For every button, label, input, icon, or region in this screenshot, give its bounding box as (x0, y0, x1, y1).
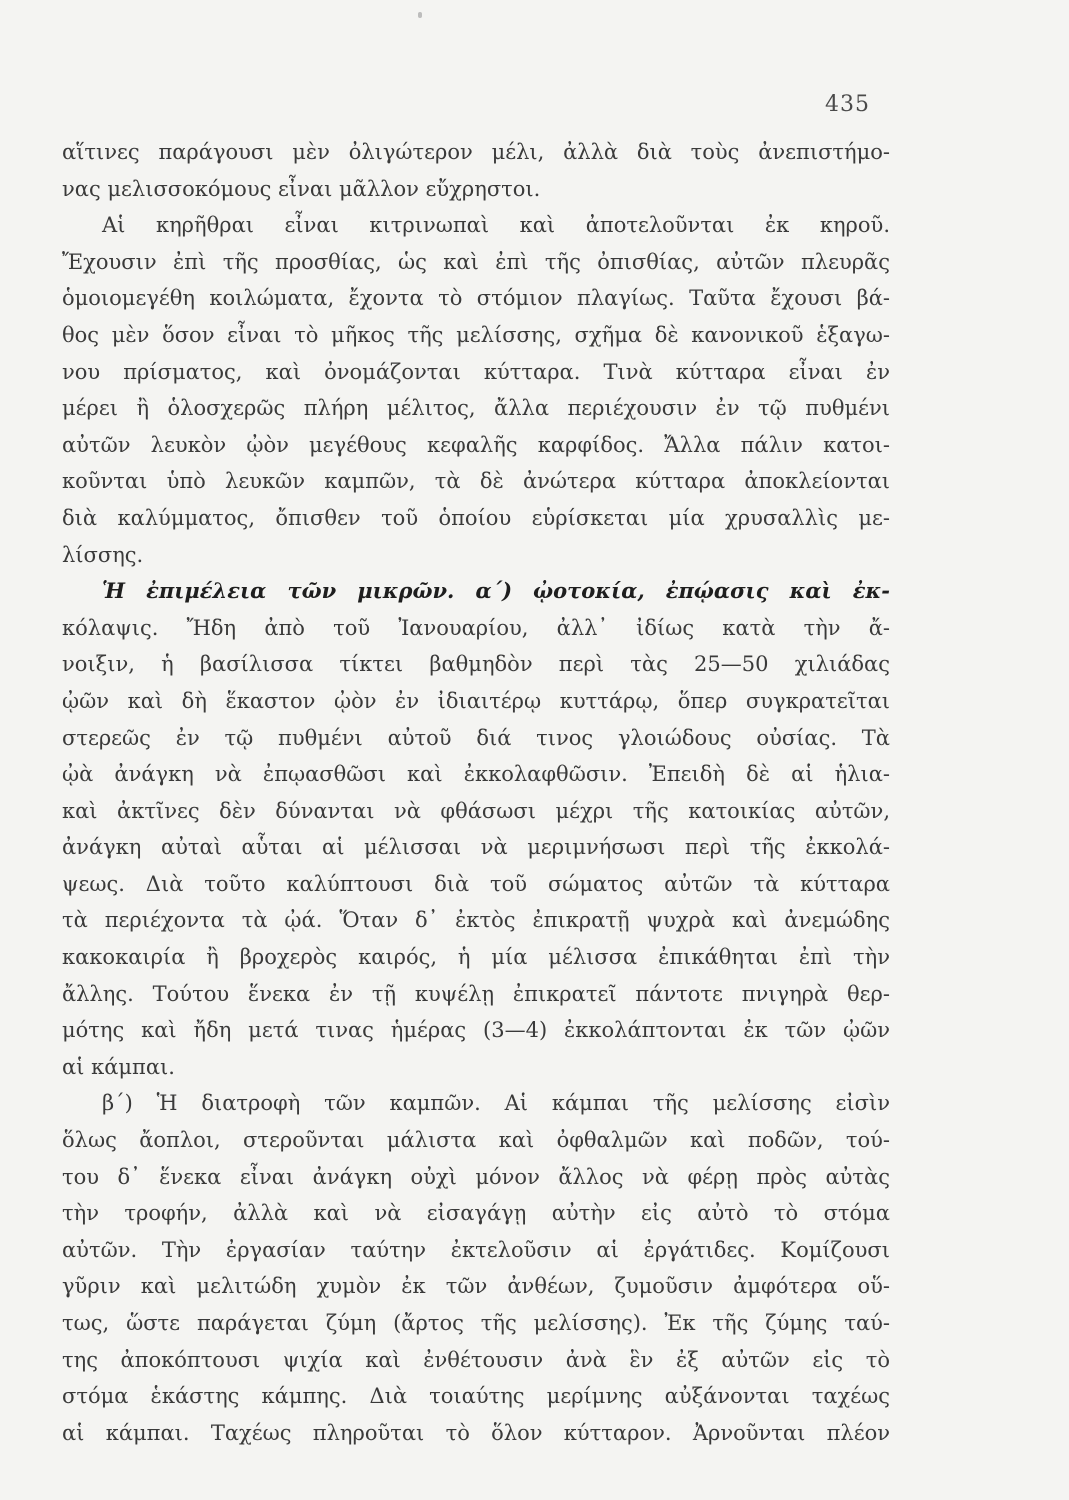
text-line-2: νας μελισσοκόμους εἶναι μᾶλλον εὔχρηστοι. (62, 176, 541, 201)
text-line-17: στερεῶς ἐν τῷ πυθμένι αὐτοῦ διά τινος γλοιώδους οὐσίας. Τὰ (62, 725, 890, 750)
text-line-23: κακοκαιρία ἢ βροχερὸς καιρός, ἡ μία μέλισσα ἐπικάθηται ἐπὶ τὴν (62, 945, 890, 970)
text-line-33: τως, ὥστε παράγεται ζύμη (ἄρτος τῆς μελίσσης). Ἐκ τῆς ζύμης ταύ- (62, 1311, 890, 1335)
section-heading-care-of-young: Ἡ ἐπιμέλεια τῶν μικρῶν. α΄) ᾠοτοκία, ἐπῴασις καὶ ἐκ- (102, 578, 890, 604)
text-line-5: ὁμοιομεγέθη κοιλώματα, ἔχοντα τὸ στόμιον πλαγίως. Ταῦτα ἔχουσι βά- (62, 286, 890, 311)
text-line-12: λίσσης. (62, 542, 144, 567)
text-line-16: ᾠῶν καὶ δὴ ἕκαστον ᾠὸν ἐν ἰδιαιτέρῳ κυττάρῳ, ὅπερ συγκρατεῖται (62, 688, 890, 713)
text-line-10: κοῦνται ὑπὸ λευκῶν καμπῶν, τὰ δὲ ἀνώτερα κύτταρα ἀποκλείονται (62, 469, 890, 494)
text-line-20: ἀνάγκη αὐταὶ αὗται αἱ μέλισσαι νὰ μεριμνήσωσι περὶ τῆς ἐκκολά- (62, 835, 890, 860)
text-line-21: ψεως. Διὰ τοῦτο καλύπτουσι διὰ τοῦ σώματος αὐτῶν τὰ κύτταρα (62, 871, 890, 896)
text-line-6: θος μὲν ὅσον εἶναι τὸ μῆκος τῆς μελίσσης, σχῆμα δὲ κανονικοῦ ἑξαγω- (62, 322, 890, 347)
text-line-26: αἱ κάμπαι. (62, 1054, 175, 1079)
text-line-34: της ἀποκόπτουσι ψιχία καὶ ἐνθέτουσιν ἀνὰ ἓν ἐξ αὐτῶν εἰς τὸ (62, 1347, 890, 1372)
text-line-15: νοιξιν, ἡ βασίλισσα τίκτει βαθμηδὸν περὶ τὰς 25—50 χιλιάδας (62, 652, 890, 677)
text-line-31: αὐτῶν. Τὴν ἐργασίαν ταύτην ἐκτελοῦσιν αἱ ἐργάτιδες. Κομίζουσι (62, 1237, 890, 1262)
text-line-7: νου πρίσματος, καὶ ὀνομάζονται κύτταρα. Τινὰ κύτταρα εἶναι ἐν (62, 359, 890, 384)
text-line-8: μέρει ἢ ὁλοσχερῶς πλήρη μέλιτος, ἄλλα περιέχουσιν ἐν τῷ πυθμένι (62, 396, 890, 421)
text-line-30: τὴν τροφήν, ἀλλὰ καὶ νὰ εἰσαγάγῃ αὐτὴν εἰς αὐτὸ τὸ στόμα (62, 1201, 890, 1226)
text-line-14: κόλαψις. Ἤδη ἀπὸ τοῦ Ἰανουαρίου, ἀλλ᾽ ἰδίως κατὰ τὴν ἄ- (62, 615, 890, 640)
text-line-35: στόμα ἑκάστης κάμπης. Διὰ τοιαύτης μερίμνης αὐξάνονται ταχέως (62, 1384, 890, 1409)
text-line-1: αἵτινες παράγουσι μὲν ὀλιγώτερον μέλι, ἀλλὰ διὰ τοὺς ἀνεπιστήμο- (62, 140, 890, 164)
text-line-24: ἄλλης. Τούτου ἕνεκα ἐν τῇ κυψέλῃ ἐπικρατεῖ πάντοτε πνιγηρὰ θερ- (62, 981, 890, 1006)
text-line-18: ᾠὰ ἀνάγκη νὰ ἐπῳασθῶσι καὶ ἐκκολαφθῶσιν. Ἐπειδὴ δὲ αἱ ἡλια- (62, 762, 890, 787)
text-line-32: γῦριν καὶ μελιτώδη χυμὸν ἐκ τῶν ἀνθέων, ζυμοῦσιν ἀμφότερα οὕ- (62, 1274, 890, 1299)
section-heading-feeding-of-larvae: β΄) Ἡ διατροφὴ τῶν καμπῶν. Αἱ κάμπαι τῆς μελίσσης εἰσὶν (102, 1091, 890, 1116)
text-line-25: μότης καὶ ἤδη μετά τινας ἡμέρας (3—4) ἐκκολάπτονται ἐκ τῶν ᾠῶν (62, 1018, 890, 1043)
page-number: 435 (825, 92, 870, 117)
text-line-9: αὐτῶν λευκὸν ᾠὸν μεγέθους κεφαλῆς καρφίδος. Ἄλλα πάλιν κατοι- (62, 432, 890, 457)
scan-dust-mark (418, 12, 422, 18)
text-line-28: ὅλως ἄοπλοι, στεροῦνται μάλιστα καὶ ὀφθαλμῶν καὶ ποδῶν, τού- (62, 1128, 890, 1153)
text-line-36: αἱ κάμπαι. Ταχέως πληροῦται τὸ ὅλον κύτταρον. Ἀρνοῦνται πλέον (62, 1420, 890, 1445)
text-line-11: διὰ καλύμματος, ὄπισθεν τοῦ ὁποίου εὑρίσκεται μία χρυσαλλὶς με- (62, 505, 890, 530)
body-text (62, 134, 890, 1451)
text-line-19: καὶ ἀκτῖνες δὲν δύνανται νὰ φθάσωσι μέχρι τῆς κατοικίας αὐτῶν, (62, 798, 890, 823)
text-line-29: του δ᾽ ἕνεκα εἶναι ἀνάγκη οὐχὶ μόνον ἄλλος νὰ φέρῃ πρὸς αὐτὰς (62, 1164, 890, 1189)
text-line-4: Ἔχουσιν ἐπὶ τῆς προσθίας, ὡς καὶ ἐπὶ τῆς ὀπισθίας, αὐτῶν πλευρᾶς (62, 249, 890, 274)
text-line-22: τὰ περιέχοντα τὰ ᾠά. Ὅταν δ᾽ ἐκτὸς ἐπικρατῇ ψυχρὰ καὶ ἀνεμώδης (62, 908, 890, 933)
text-line-3: Αἱ κηρῆθραι εἶναι κιτρινωπαὶ καὶ ἀποτελοῦνται ἐκ κηροῦ. (102, 213, 890, 238)
